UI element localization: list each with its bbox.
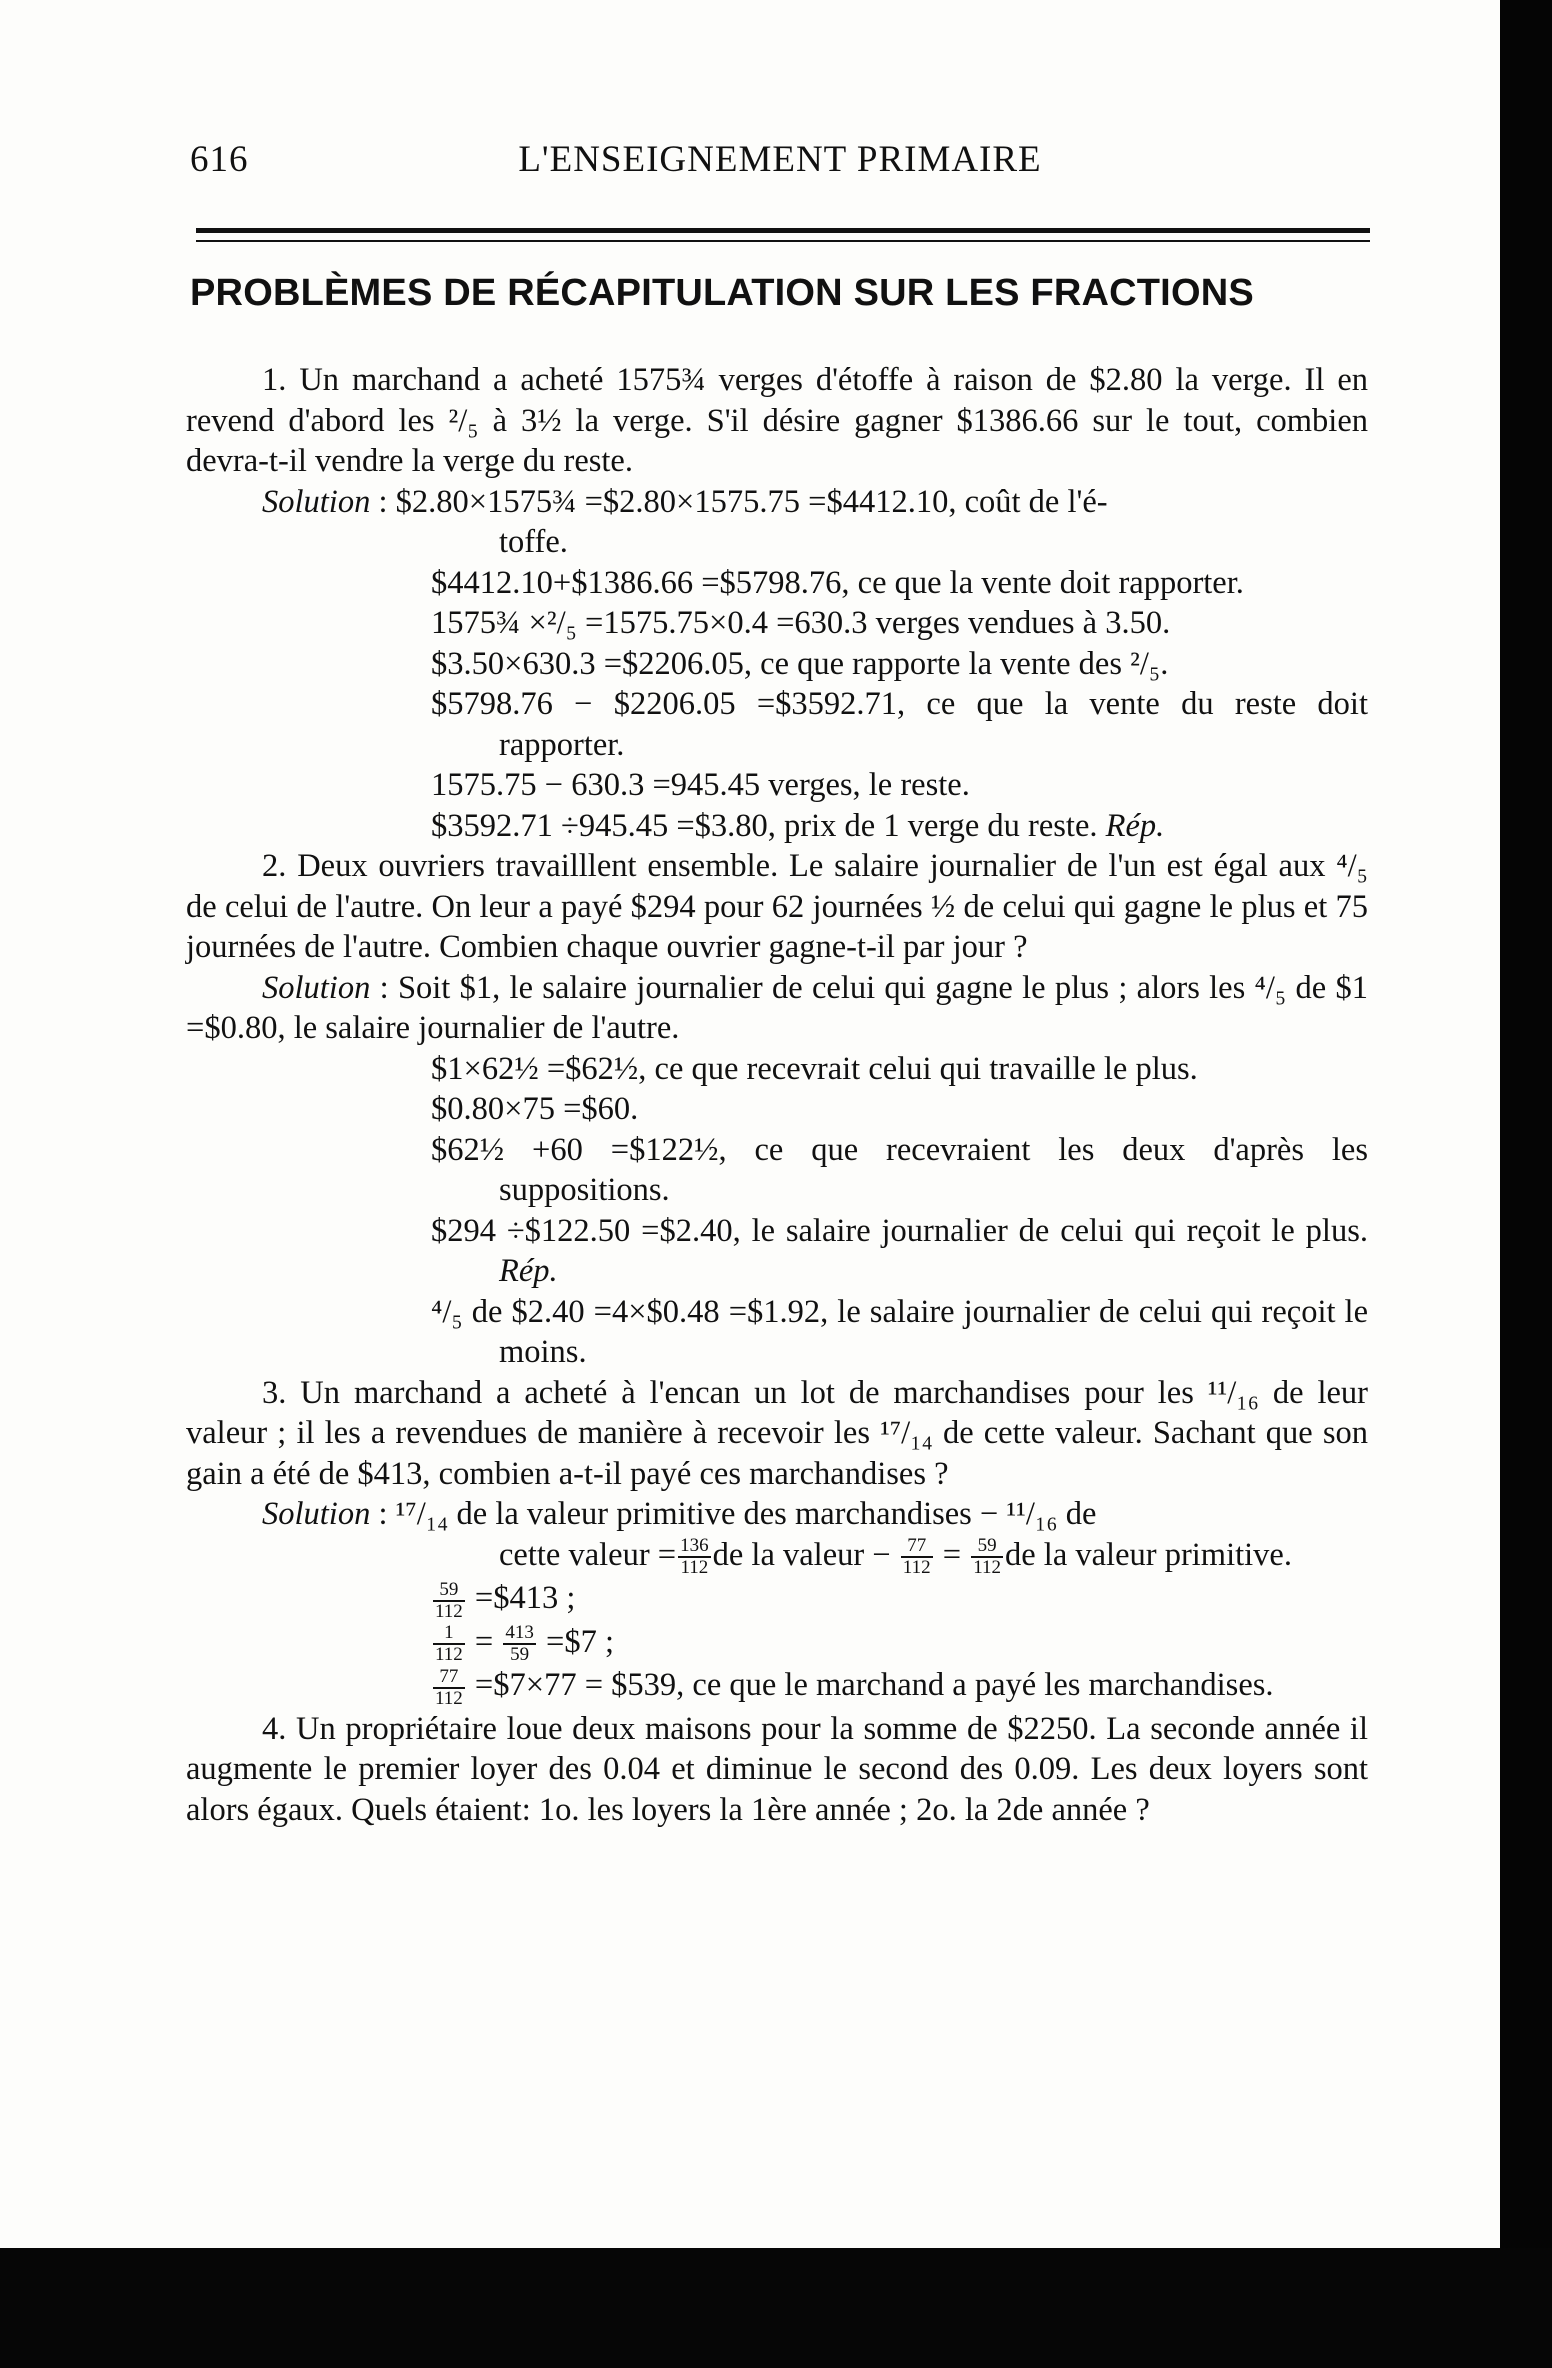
problem-1-step: $5798.76 − $2206.05 =$3592.71, ce que la vente du reste doit rapporter. [431,686,1368,763]
solution-label: Solution [262,1496,371,1532]
problem-2-step: $62½ +60 =$122½, ce que recevraient les deux d'après les suppositions. [431,1131,1368,1208]
solution-label: Solution [262,483,371,520]
fraction: $\frac{77}{112}$ [902,1535,931,1579]
fraction: $\frac{136}{112}$ [680,1535,709,1579]
header-rule-thin [196,240,1370,242]
scan-border-bottom [0,2248,1552,2368]
problem-4-statement: 4. Un propriétaire loue deux maisons pour la somme de $2250. La seconde année il augmente le premier loyer des 0.04 et diminue le second des 0.09. Les deux loyers sont alors égaux. Quels étaient: 1o. les loyers la 1ère année ; 2o. la 2de année ? [186,1710,1368,1828]
body-text [186,360,1368,1830]
problem-3-eq1: $\frac{59}{112}$ =$413 ; [435,1578,576,1622]
section-title: PROBLÈMES DE RÉCAPITULATION SUR LES FRACTIONS [190,272,1254,314]
solution-label: Solution [262,969,371,1006]
problem-2-last-step: ⁴/₅ de $2.40 =4×$0.48 =$1.92, le salaire journalier de celui qui reçoit le moins. [431,1293,1368,1370]
header-rule-thick [196,228,1370,233]
fraction: $\frac{1}{112}$ [435,1622,463,1666]
answer-label: Rép. [1105,807,1165,844]
problem-2-step: $0.80×75 =$60. [431,1091,639,1127]
problem-2-answer-step: $294 ÷$122.50 =$2.40, le salaire journalier de celui qui reçoit le plus. Rép. [431,1212,1368,1289]
problem-2-solution: Solution : Soit $1, le salaire journalier de celui qui gagne le plus ; alors les ⁴/₅ de $1 =$0.80, le salaire journalier de l'autre. [186,969,1368,1046]
fraction: $\frac{59}{112}$ [435,1578,463,1622]
problem-1-last-step: $3592.71 ÷945.45 =$3.80, prix de 1 verge du reste. Rép. [431,807,1165,844]
fraction: $\frac{77}{112}$ [435,1665,463,1709]
problem-1-solution: Solution : $2.80×1575¾ =$2.80×1575.75 =$4412.10, coût de l'é- [262,483,1108,520]
problem-1-step: 1575.75 − 630.3 =945.45 verges, le reste. [431,767,970,803]
problem-2-step: $1×62½ =$62½, ce que recevrait celui qui travaille le plus. [431,1050,1198,1087]
problem-1-statement: 1. Un marchand a acheté 1575¾ verges d'étoffe à raison de $2.80 la verge. Il en revend d'abord les ²/₅ à 3½ la verge. S'il désire gagner $1386.66 sur le tout, combien devra-t-il vendre la verge du reste. [186,362,1368,479]
problem-3-line2: cette valeur = $\frac{136}{112}$ de la valeur − $\frac{77}{112}$ = $\frac{59}{112}$ de la valeur primitive. [499,1535,1292,1579]
problem-3-eq2: $\frac{1}{112}$ = $\frac{413}{59}$ =$7 ; [435,1622,614,1666]
answer-label: Rép. [499,1253,558,1289]
running-head: L'ENSEIGNEMENT PRIMAIRE [518,139,1042,180]
problem-1-step: $3.50×630.3 =$2206.05, ce que rapporte la vente des ²/₅. [431,645,1169,682]
page-number: 616 [190,139,249,180]
problem-1-step: $4412.10+$1386.66 =$5798.76, ce que la vente doit rapporter. [431,564,1244,601]
fraction: $\frac{59}{112}$ [973,1535,1001,1579]
problem-3-statement: 3. Un marchand a acheté à l'encan un lot de marchandises pour les ¹¹/₁₆ de leur valeur ; il les a revendues de manière à recevoir les ¹⁷/₁₄ de cette valeur. Sachant que son gain a été de $413, combien a-t-il payé ces marchandises ? [186,1374,1368,1492]
scan-border-right [1500,0,1552,2368]
problem-1-solution-cont: toffe. [499,524,568,560]
fraction: $\frac{413}{59}$ [505,1622,534,1666]
problem-3-eq3: $\frac{77}{112}$ =$7×77 = $539, ce que le marchand a payé les marchandises. [435,1665,1274,1709]
page-header [190,138,1370,198]
problem-3-solution: Solution : ¹⁷/₁₄ de la valeur primitive des marchandises − ¹¹/₁₆ de [262,1496,1097,1532]
problem-2-statement: 2. Deux ouvriers travailllent ensemble. Le salaire journalier de l'un est égal aux ⁴/₅ de celui de l'autre. On leur a payé $294 pour 62 journées ½ de celui qui gagne le plus et 75 journées de l'autre. Combien chaque ouvrier gagne-t-il par jour ? [186,848,1368,965]
problem-1-step: 1575¾ ×²/₅ =1575.75×0.4 =630.3 verges vendues à 3.50. [431,605,1171,641]
